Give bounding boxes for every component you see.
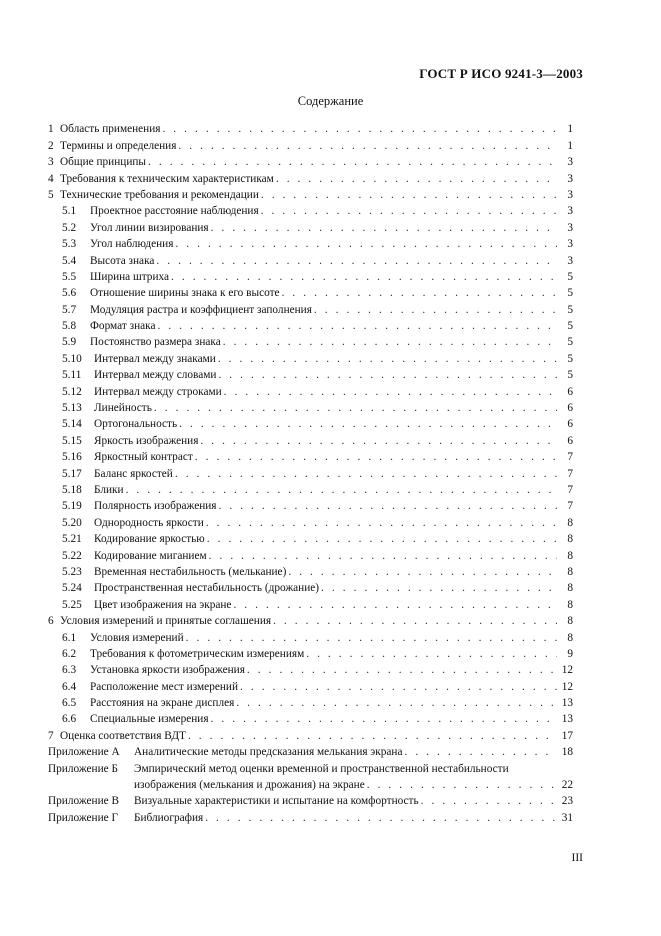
toc-entry-page: 7 — [567, 467, 573, 480]
toc-entry-title: Отношение ширины знака к его высоте — [90, 287, 280, 300]
toc-entry[interactable] — [48, 645, 573, 661]
toc-entry-page: 8 — [567, 631, 573, 644]
toc-entry-page: 8 — [567, 598, 573, 611]
toc-entry[interactable] — [48, 726, 573, 742]
toc-entry-title: Интервал между словами — [94, 369, 217, 382]
toc-leader-dots — [223, 335, 557, 349]
toc-leader-dots — [154, 401, 557, 415]
toc-entry[interactable] — [48, 268, 573, 284]
toc-entry-number: 6.1 — [62, 631, 77, 644]
toc-leader-dots — [233, 598, 557, 612]
toc-entry[interactable] — [48, 808, 573, 824]
toc-leader-dots — [179, 417, 557, 431]
toc-leader-dots — [175, 237, 557, 251]
toc-entry-title: Формат знака — [90, 320, 156, 333]
toc-entry-number: Приложение Г — [48, 811, 118, 824]
toc-entry-page: 18 — [561, 746, 573, 759]
toc-leader-dots — [209, 549, 557, 563]
toc-leader-dots — [205, 811, 557, 825]
toc-entry[interactable] — [48, 628, 573, 644]
toc-leader-dots — [126, 483, 557, 497]
toc-entry-page: 13 — [561, 713, 573, 726]
toc-entry-page: 12 — [561, 680, 573, 693]
toc-entry-page: 8 — [567, 549, 573, 562]
toc-entry-page: 5 — [567, 287, 573, 300]
toc-entry-page: 17 — [561, 729, 573, 742]
toc-entry-number: 5.7 — [62, 303, 77, 316]
toc-entry-page: 6 — [567, 385, 573, 398]
toc-entry-title: Яркостный контраст — [94, 451, 193, 464]
toc-entry-page: 6 — [567, 434, 573, 447]
toc-entry-page: 5 — [567, 320, 573, 333]
toc-entry-number: 4 — [48, 172, 54, 185]
toc-entry[interactable] — [48, 661, 573, 677]
toc-entry-page: 3 — [567, 221, 573, 234]
toc-entry-page: 3 — [567, 156, 573, 169]
toc-entry-title: Линейность — [94, 402, 152, 415]
toc-entry-number: 5.25 — [62, 598, 82, 611]
toc-entry-title: Эмпирический метод оценки временной и пространственной нестабильности — [134, 762, 509, 775]
toc-entry[interactable] — [48, 120, 573, 136]
toc-entry-title: Специальные измерения — [90, 713, 209, 726]
toc-entry-number: 5.19 — [62, 500, 82, 513]
toc-entry-number: 5.3 — [62, 238, 77, 251]
toc-leader-dots — [162, 122, 557, 136]
toc-leader-dots — [188, 729, 557, 743]
toc-entry-number: 5.2 — [62, 221, 77, 234]
toc-leader-dots — [276, 172, 557, 186]
toc-leader-dots — [261, 204, 557, 218]
toc-entry-title: Яркость изображения — [94, 434, 199, 447]
toc-leader-dots — [207, 532, 557, 546]
document-code: ГОСТ Р ИСО 9241-3—2003 — [419, 66, 583, 81]
toc-entry-number: Приложение Б — [48, 762, 118, 775]
toc-leader-dots — [218, 352, 557, 366]
toc-leader-dots — [206, 516, 557, 530]
toc-leader-dots — [200, 434, 557, 448]
toc-entry-number: 5.11 — [62, 369, 82, 382]
toc-entry[interactable] — [48, 579, 573, 595]
toc-entry-title: Визуальные характеристики и испытание на комфортность — [134, 795, 419, 808]
toc-entry-number: 1 — [48, 123, 54, 136]
toc-entry-title: Библиография — [134, 811, 204, 824]
toc-entry[interactable] — [48, 563, 573, 579]
toc-entry[interactable] — [48, 595, 573, 611]
toc-entry-title: Технические требования и рекомендации — [60, 188, 259, 201]
toc-entry-number: 5.8 — [62, 320, 77, 333]
toc-entry[interactable] — [48, 153, 573, 169]
toc-entry-title: Общие принципы — [60, 156, 147, 169]
toc-entry-page: 8 — [567, 615, 573, 628]
toc-entry-page: 3 — [567, 188, 573, 201]
toc-entry-number: 5 — [48, 188, 54, 201]
toc-entry[interactable] — [48, 530, 573, 546]
toc-entry-page: 6 — [567, 418, 573, 431]
toc-entry[interactable] — [48, 317, 573, 333]
toc-entry-number: 7 — [48, 729, 54, 742]
toc-leader-dots — [404, 745, 557, 759]
toc-entry-page: 31 — [561, 811, 573, 824]
toc-entry[interactable] — [48, 464, 573, 480]
toc-entry-title: Временная нестабильность (мелькание) — [94, 565, 287, 578]
toc-entry[interactable] — [48, 202, 573, 218]
toc-entry[interactable] — [48, 333, 573, 349]
toc-entry-title: Условия измерений — [90, 631, 184, 644]
toc-entry-page: 8 — [567, 582, 573, 595]
toc-entry[interactable] — [48, 136, 573, 152]
toc-leader-dots — [261, 188, 557, 202]
toc-entry[interactable] — [48, 382, 573, 398]
toc-entry-title: Оценка соответствия ВДТ — [60, 729, 186, 742]
toc-entry[interactable] — [48, 186, 573, 202]
toc-entry-page: 3 — [567, 172, 573, 185]
toc-entry-title: Расположение мест измерений — [90, 680, 238, 693]
toc-entry-page: 5 — [567, 352, 573, 365]
toc-entry-number: 5.5 — [62, 270, 77, 283]
toc-entry[interactable] — [48, 694, 573, 710]
toc-leader-dots — [211, 221, 557, 235]
toc-leader-dots — [156, 254, 557, 268]
toc-title: Содержание — [297, 94, 364, 108]
toc-entry-number: 3 — [48, 156, 54, 169]
toc-entry-title: Требования к техническим характеристикам — [60, 172, 274, 185]
toc-entry[interactable] — [48, 792, 573, 808]
toc-entry-title: Область применения — [60, 123, 161, 136]
toc-entry-number: 6.5 — [62, 697, 77, 710]
toc-entry-page: 8 — [567, 516, 573, 529]
page-number: III — [571, 852, 583, 864]
toc-entry-page: 13 — [561, 697, 573, 710]
toc-entry-number: 6.4 — [62, 680, 77, 693]
table-of-contents — [48, 120, 573, 825]
toc-leader-dots — [367, 778, 557, 792]
toc-entry-number: 5.1 — [62, 205, 77, 218]
toc-entry-title: Проектное расстояние наблюдения — [90, 205, 259, 218]
toc-entry-number: 5.10 — [62, 352, 82, 365]
toc-entry-number: 5.15 — [62, 434, 82, 447]
toc-entry[interactable] — [48, 300, 573, 316]
toc-entry-title: Ортогональность — [94, 418, 178, 431]
toc-entry-title: Ширина штриха — [90, 270, 170, 283]
toc-leader-dots — [195, 450, 557, 464]
toc-entry[interactable] — [48, 743, 573, 759]
toc-entry-number: Приложение А — [48, 746, 120, 759]
toc-entry-title: Кодирование миганием — [94, 549, 207, 562]
toc-leader-dots — [306, 647, 557, 661]
toc-entry-page: 22 — [561, 779, 573, 792]
toc-leader-dots — [288, 565, 557, 579]
toc-entry-number: 6.6 — [62, 713, 77, 726]
toc-entry-number: 5.12 — [62, 385, 82, 398]
toc-entry-title: Условия измерений и принятые соглашения — [60, 615, 272, 628]
toc-entry[interactable] — [48, 481, 573, 497]
toc-entry-title: Угол линии визирования — [90, 221, 209, 234]
toc-leader-dots — [219, 499, 557, 513]
toc-entry[interactable] — [48, 497, 573, 513]
toc-entry-title: Интервал между знаками — [94, 352, 216, 365]
toc-leader-dots — [178, 139, 557, 153]
toc-entry-number: 6.2 — [62, 647, 77, 660]
toc-leader-dots — [218, 368, 557, 382]
toc-entry-page: 1 — [567, 123, 573, 136]
toc-entry-number: 5.16 — [62, 451, 82, 464]
toc-leader-dots — [157, 319, 557, 333]
toc-leader-dots — [314, 303, 557, 317]
toc-entry-page: 7 — [567, 500, 573, 513]
toc-entry[interactable] — [48, 677, 573, 693]
toc-leader-dots — [175, 467, 557, 481]
toc-leader-dots — [171, 270, 557, 284]
toc-entry-page: 12 — [561, 664, 573, 677]
toc-entry[interactable] — [48, 431, 573, 447]
toc-entry-number: 5.23 — [62, 565, 82, 578]
toc-entry-title: Аналитические методы предсказания мелькания экрана — [134, 746, 403, 759]
toc-entry-number: Приложение В — [48, 795, 119, 808]
toc-entry-page: 5 — [567, 336, 573, 349]
toc-entry[interactable] — [48, 284, 573, 300]
toc-leader-dots — [224, 385, 557, 399]
toc-entry-title: Высота знака — [90, 254, 155, 267]
toc-entry-number: 6 — [48, 615, 54, 628]
toc-entry[interactable] — [48, 251, 573, 267]
toc-leader-dots — [273, 614, 557, 628]
toc-entry-page: 5 — [567, 303, 573, 316]
toc-entry[interactable] — [48, 513, 573, 529]
toc-leader-dots — [240, 680, 557, 694]
toc-entry-number: 5.9 — [62, 336, 77, 349]
toc-entry-number: 5.14 — [62, 418, 82, 431]
toc-entry-page: 3 — [567, 205, 573, 218]
toc-entry-number: 2 — [48, 139, 54, 152]
toc-entry-page: 9 — [567, 647, 573, 660]
toc-leader-dots — [148, 155, 557, 169]
toc-entry[interactable] — [48, 399, 573, 415]
toc-entry-number: 5.24 — [62, 582, 82, 595]
toc-entry-number: 5.20 — [62, 516, 82, 529]
toc-entry[interactable] — [48, 415, 573, 431]
toc-leader-dots — [421, 794, 557, 808]
toc-entry-page: 8 — [567, 565, 573, 578]
toc-entry-title: Пространственная нестабильность (дрожание) — [94, 582, 320, 595]
toc-entry-page: 3 — [567, 238, 573, 251]
toc-entry-title: Угол наблюдения — [90, 238, 174, 251]
toc-entry-title: Баланс яркостей — [94, 467, 173, 480]
toc-entry[interactable] — [48, 349, 573, 365]
toc-entry-number: 6.3 — [62, 664, 77, 677]
toc-entry-page: 7 — [567, 451, 573, 464]
toc-leader-dots — [236, 696, 557, 710]
toc-entry-title: Расстояния на экране дисплея — [90, 697, 235, 710]
toc-entry[interactable] — [48, 759, 573, 792]
toc-entry-title: Термины и определения — [60, 139, 177, 152]
toc-entry-page: 1 — [567, 139, 573, 152]
toc-entry[interactable] — [48, 710, 573, 726]
toc-leader-dots — [321, 581, 557, 595]
toc-entry-title: Кодирование яркостью — [94, 533, 205, 546]
toc-entry-page: 5 — [567, 369, 573, 382]
toc-entry-number: 5.21 — [62, 533, 82, 546]
toc-entry[interactable] — [48, 235, 573, 251]
toc-entry-number: 5.4 — [62, 254, 77, 267]
toc-entry-title: Полярность изображения — [94, 500, 217, 513]
toc-entry-number: 5.17 — [62, 467, 82, 480]
toc-entry-page: 3 — [567, 254, 573, 267]
toc-entry-title: Установка яркости изображения — [90, 664, 245, 677]
toc-entry-number: 5.13 — [62, 402, 82, 415]
toc-leader-dots — [211, 712, 557, 726]
toc-entry-title: Цвет изображения на экране — [94, 598, 232, 611]
toc-entry-title: Требования к фотометрическим измерениям — [90, 647, 305, 660]
toc-entry-page: 5 — [567, 270, 573, 283]
toc-entry-title: Модуляция растра и коэффициент заполнения — [90, 303, 312, 316]
toc-entry[interactable] — [48, 366, 573, 382]
toc-entry[interactable] — [48, 546, 573, 562]
toc-leader-dots — [186, 631, 557, 645]
toc-entry-number: 5.18 — [62, 483, 82, 496]
toc-leader-dots — [247, 663, 557, 677]
toc-entry[interactable] — [48, 612, 573, 628]
toc-leader-dots — [282, 286, 557, 300]
toc-entry-title: Однородность яркости — [94, 516, 204, 529]
toc-entry-title: Блики — [94, 483, 124, 496]
toc-entry-page: 6 — [567, 402, 573, 415]
toc-entry-title-continued: изображения (мелькания и дрожания) на экране — [134, 779, 365, 792]
toc-entry[interactable] — [48, 169, 573, 185]
toc-entry-page: 23 — [561, 795, 573, 808]
toc-entry[interactable] — [48, 448, 573, 464]
toc-entry[interactable] — [48, 218, 573, 234]
toc-entry-number: 5.6 — [62, 287, 77, 300]
toc-entry-title: Постоянство размера знака — [90, 336, 221, 349]
toc-entry-page: 7 — [567, 483, 573, 496]
toc-entry-title: Интервал между строками — [94, 385, 222, 398]
toc-entry-page: 8 — [567, 533, 573, 546]
toc-entry-number: 5.22 — [62, 549, 82, 562]
